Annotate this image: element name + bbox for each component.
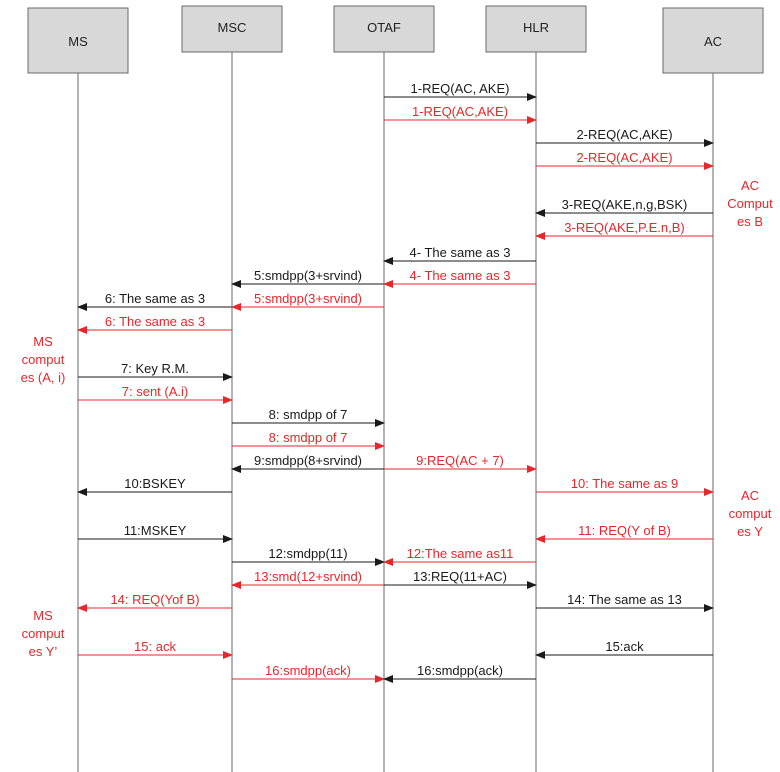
message-21-label: 11:MSKEY (123, 523, 187, 538)
message-14 (78, 384, 232, 400)
entity-msc (182, 6, 282, 52)
message-31-label: 16:smdpp(ack) (265, 663, 351, 678)
note-ms-computes-y-line-3: es Y’ (28, 644, 58, 659)
entity-msc-label: MSC (217, 20, 247, 35)
note-ms-computes-y-line-2: comput (21, 626, 65, 641)
entity-ac (663, 8, 763, 73)
message-28 (536, 592, 713, 608)
entity-hlr-label: HLR (522, 20, 550, 35)
message-3 (536, 127, 713, 143)
note-ac-computes-b-line-2: Comput (727, 196, 773, 211)
message-5-label: 3-REQ(AKE,n,g,BSK) (561, 197, 688, 212)
message-22 (536, 523, 713, 539)
message-25 (232, 569, 384, 585)
entity-otaf (334, 6, 434, 52)
message-18 (384, 453, 536, 469)
note-ms-computes-y-line-1: MS (33, 608, 53, 623)
note-ms-computes-ai (21, 334, 66, 385)
message-4 (536, 150, 713, 166)
message-27-label: 14: REQ(Yof B) (110, 592, 200, 607)
message-23-label: 12:smdpp(11) (268, 546, 348, 561)
entity-boxes (28, 6, 763, 73)
message-32-label: 16:smdpp(ack) (417, 663, 503, 678)
entity-otaf-label: OTAF (367, 20, 401, 35)
message-14-label: 7: sent (A.i) (121, 384, 189, 399)
message-2-label: 1-REQ(AC,AKE) (411, 104, 509, 119)
message-26-label: 13:REQ(11+AC) (412, 569, 508, 584)
entity-hlr (486, 6, 586, 52)
note-ms-computes-ai-line-3: es (A, i) (20, 370, 66, 385)
note-ac-computes-y-line-2: comput (728, 506, 772, 521)
message-25-label: 13:smd(12+srvind) (253, 569, 363, 584)
message-12-label: 6: The same as 3 (104, 314, 206, 329)
message-18-label: 9:REQ(AC + 7) (416, 453, 504, 468)
note-ms-computes-y (22, 608, 65, 659)
note-ac-computes-b-line-3: es B (736, 214, 764, 229)
message-15 (232, 407, 384, 423)
note-ac-computes-y-line-3: es Y (737, 524, 763, 539)
message-24-label: 12:The same as11 (406, 546, 514, 561)
message-30 (536, 639, 713, 655)
message-27 (78, 592, 232, 608)
message-7-label: 4- The same as 3 (409, 245, 511, 260)
message-31 (232, 663, 384, 679)
message-list (78, 81, 713, 679)
note-ac-computes-y-line-1: AC (740, 488, 760, 503)
message-9 (384, 268, 536, 284)
entity-ms (28, 8, 128, 73)
message-16-label: 8: smdpp of 7 (268, 430, 348, 445)
message-29-label: 15: ack (134, 639, 176, 654)
message-11-label: 5:smdpp(3+srvind) (253, 291, 363, 306)
message-10 (78, 291, 232, 307)
message-9-label: 4- The same as 3 (409, 268, 511, 283)
message-5 (536, 197, 713, 213)
message-4-label: 2-REQ(AC,AKE) (576, 150, 673, 165)
message-12 (78, 314, 232, 330)
message-10-label: 6: The same as 3 (104, 291, 206, 306)
entity-ms-label: MS (68, 34, 88, 49)
message-19-label: 10:BSKEY (124, 476, 186, 491)
message-8 (232, 268, 384, 284)
message-13 (78, 361, 232, 377)
note-ac-computes-b-line-1: AC (740, 178, 760, 193)
message-19 (78, 476, 232, 492)
message-16 (232, 430, 384, 446)
message-17-label: 9:smdpp(8+srvind) (253, 453, 363, 468)
message-13-label: 7: Key R.M. (121, 361, 189, 376)
message-20-label: 10: The same as 9 (570, 476, 679, 491)
message-24 (384, 546, 536, 562)
message-2 (384, 104, 536, 120)
entity-ac-label: AC (703, 34, 723, 49)
message-22-label: 11: REQ(Y of B) (578, 523, 671, 538)
message-3-label: 2-REQ(AC,AKE) (576, 127, 673, 142)
message-6 (536, 220, 713, 236)
message-21 (78, 523, 232, 539)
message-20 (536, 476, 713, 492)
message-26 (384, 569, 536, 585)
message-1-label: 1-REQ(AC, AKE) (410, 81, 510, 96)
note-ms-computes-ai-line-2: comput (21, 352, 65, 367)
note-ac-computes-b (727, 178, 773, 229)
message-8-label: 5:smdpp(3+srvind) (253, 268, 363, 283)
message-6-label: 3-REQ(AKE,P.E.n,B) (564, 220, 685, 235)
message-7 (384, 245, 536, 261)
message-11 (232, 291, 384, 307)
message-15-label: 8: smdpp of 7 (268, 407, 348, 422)
note-ms-computes-ai-line-1: MS (33, 334, 53, 349)
note-ac-computes-y (729, 488, 772, 539)
message-1 (384, 81, 536, 97)
message-30-label: 15:ack (605, 639, 644, 654)
message-28-label: 14: The same as 13 (567, 592, 682, 607)
message-23 (232, 546, 384, 562)
message-29 (78, 639, 232, 655)
message-17 (232, 453, 384, 469)
message-32 (384, 663, 536, 679)
